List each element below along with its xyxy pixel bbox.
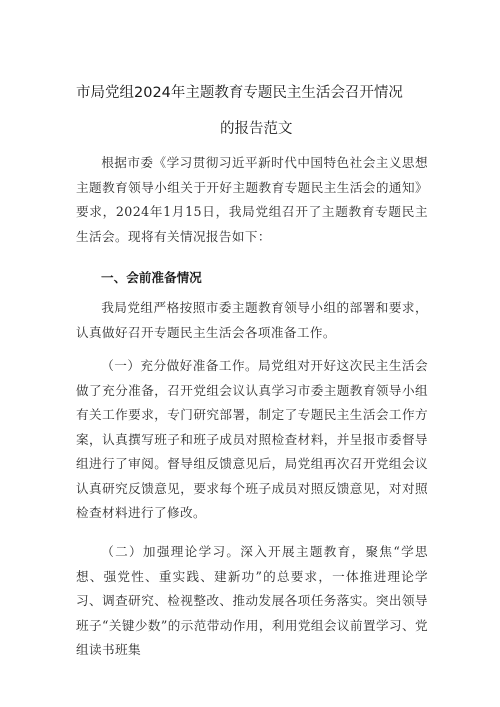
document-title-line2: 的报告范文: [220, 121, 293, 137]
theory-study-paragraph: （二）加强理论学习。深入开展主题教育，聚焦“学思想、强党性、重实践、建新功”的总要求，一体推进理论学习、调查研究、检视整改、推动发展各项任务落实。突出领导班子“关键少数”的示范带动作用，利用党组会议前置学习、党组读书班集: [76, 544, 428, 657]
intro-paragraph: 根据市委《学习贯彻习近平新时代中国特色社会主义思想主题教育领导小组关于开好主题教育专题民主生活会的通知》要求，2024年1月15日，我局党组召开了主题教育专题民主生活会。现将有关情况报告如下：: [76, 155, 428, 244]
section-intro-paragraph: 我局党组严格按照市委主题教育领导小组的部署和要求，认真做好召开专题民主生活会各项准备工作。: [76, 300, 428, 340]
section-heading: 一、会前准备情况: [101, 270, 202, 285]
document-title-line1: 市局党组2024年主题教育专题民主生活会召开情况: [76, 85, 403, 101]
preparation-paragraph: （一）充分做好准备工作。局党组对开好这次民主生活会做了充分准备，召开党组会议认真学习市委主题教育领导小组有关工作要求，专门研究部署，制定了专题民主生活会工作方案，认真撰写班子和班子成员对照检查材料，并呈报市委督导组进行了审阅。督导组反馈意见后，局党组再次召开党组会议认真研究反馈意见，要求每个班子成员对照反馈意见，对对照检查材料进行了修改。: [76, 358, 428, 520]
